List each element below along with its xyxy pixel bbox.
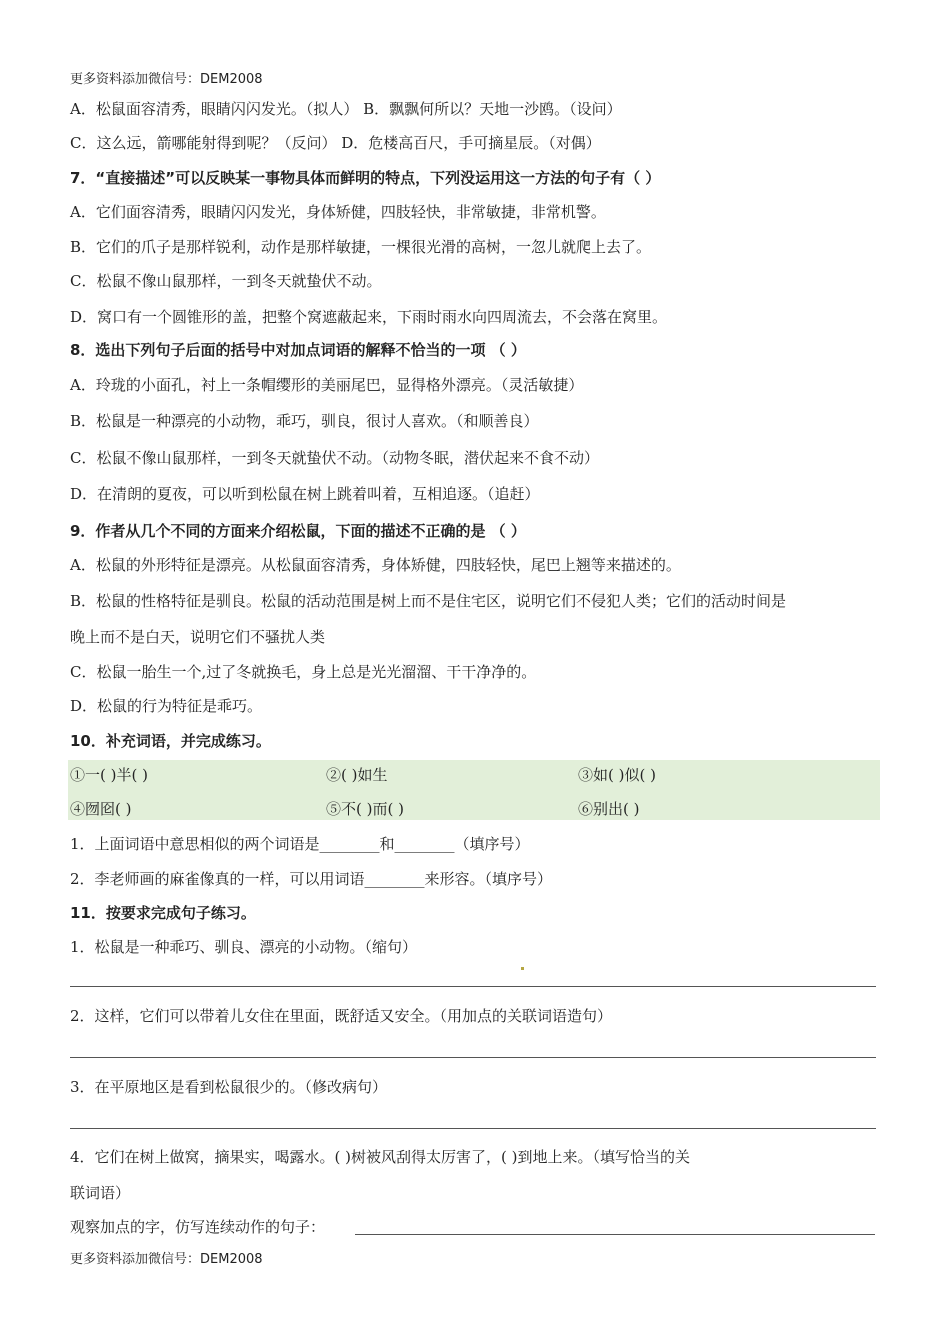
word-cell-5: ⑤不( )而( )	[326, 800, 404, 818]
question-9-title: 9．作者从几个不同的方面来介绍松鼠，下面的描述不正确的是 （ ）	[70, 522, 526, 540]
answer-line-4[interactable]	[355, 1234, 875, 1235]
q9-option-a: A．松鼠的外形特征是漂亮。从松鼠面容清秀，身体矫健，四肢轻快，尾巴上翘等来描述的。	[70, 556, 681, 574]
question-10-title: 10．补充词语，并完成练习。	[70, 732, 271, 750]
q7-option-d: D．窝口有一个圆锥形的盖，把整个窝遮蔽起来，下雨时雨水向四周流去，不会落在窝里。	[70, 308, 668, 326]
q11-imitation-prompt: 观察加点的字，仿写连续动作的句子：	[70, 1218, 326, 1236]
q6-options-row-1: A．松鼠面容清秀，眼睛闪闪发光。（拟人） B．飘飘何所以？天地一沙鸥。（设问）	[70, 100, 622, 118]
answer-line-3[interactable]	[70, 1128, 876, 1129]
question-8-title: 8．选出下列句子后面的括号中对加点词语的解释不恰当的一项 （ ）	[70, 341, 526, 359]
q7-option-b: B．它们的爪子是那样锐利，动作是那样敏捷，一棵很光滑的高树，一忽儿就爬上去了。	[70, 238, 652, 256]
q8-option-a: A．玲珑的小面孔，衬上一条帽缨形的美丽尾巴，显得格外漂亮。（灵活敏捷）	[70, 376, 584, 394]
dot-mark	[521, 967, 524, 970]
q9-option-d: D．松鼠的行为特征是乖巧。	[70, 697, 263, 715]
q7-option-a: A．它们面容清秀，眼睛闪闪发光，身体矫健，四肢轻快，非常敏捷，非常机警。	[70, 203, 606, 221]
q9-option-b-continued: 晚上而不是白天，说明它们不骚扰人类	[70, 628, 326, 646]
q6-options-row-2: C．这么远，箭哪能射得到呢？（反问） D．危楼高百尺，手可摘星辰。（对偶）	[70, 134, 601, 152]
q9-option-c: C．松鼠一胎生一个,过了冬就换毛，身上总是光光溜溜、干干净净的。	[70, 663, 537, 681]
footer-note: 更多资料添加微信号：DEM2008	[70, 1252, 263, 1267]
question-11-title: 11．按要求完成句子练习。	[70, 904, 256, 922]
question-7-title: 7．“直接描述”可以反映某一事物具体而鲜明的特点，下列没运用这一方法的句子有（ ）	[70, 169, 661, 187]
q11-sentence-2: 2．这样，它们可以带着儿女住在里面，既舒适又安全。（用加点的关联词语造句）	[70, 1007, 613, 1025]
word-cell-2: ②( )如生	[326, 766, 388, 784]
word-cell-3: ③如( )似( )	[578, 766, 656, 784]
header-note: 更多资料添加微信号：DEM2008	[70, 72, 263, 87]
q10-exercise-1: 1．上面词语中意思相似的两个词语是________和________（填序号）	[70, 835, 530, 853]
q11-sentence-3: 3．在平原地区是看到松鼠很少的。（修改病句）	[70, 1078, 388, 1096]
word-fill-table	[68, 760, 880, 820]
q10-exercise-2: 2．李老师画的麻雀像真的一样，可以用词语________来形容。（填序号）	[70, 870, 553, 888]
q7-option-c: C．松鼠不像山鼠那样，一到冬天就蛰伏不动。	[70, 272, 382, 290]
answer-line-1[interactable]	[70, 986, 876, 987]
word-cell-4: ④囫囵( )	[70, 800, 132, 818]
answer-line-2[interactable]	[70, 1057, 876, 1058]
q9-option-b: B．松鼠的性格特征是驯良。松鼠的活动范围是树上而不是住宅区，说明它们不侵犯人类；它们的活动时间是	[70, 592, 787, 610]
word-cell-1: ①一( )半( )	[70, 766, 148, 784]
q8-option-c: C．松鼠不像山鼠那样，一到冬天就蛰伏不动。（动物冬眠，潜伏起来不食不动）	[70, 449, 599, 467]
q8-option-d: D．在清朗的夏夜，可以听到松鼠在树上跳着叫着，互相追逐。（追赶）	[70, 485, 540, 503]
q11-sentence-1: 1．松鼠是一种乖巧、驯良、漂亮的小动物。（缩句）	[70, 938, 418, 956]
q8-option-b: B．松鼠是一种漂亮的小动物，乖巧，驯良，很讨人喜欢。（和顺善良）	[70, 412, 539, 430]
q11-sentence-4: 4．它们在树上做窝，摘果实，喝露水。( )树被风刮得太厉害了，( )到地上来。（填写恰当的关	[70, 1148, 690, 1166]
q11-sentence-4-continued: 联词语）	[70, 1184, 131, 1202]
word-cell-6: ⑥别出( )	[578, 800, 640, 818]
